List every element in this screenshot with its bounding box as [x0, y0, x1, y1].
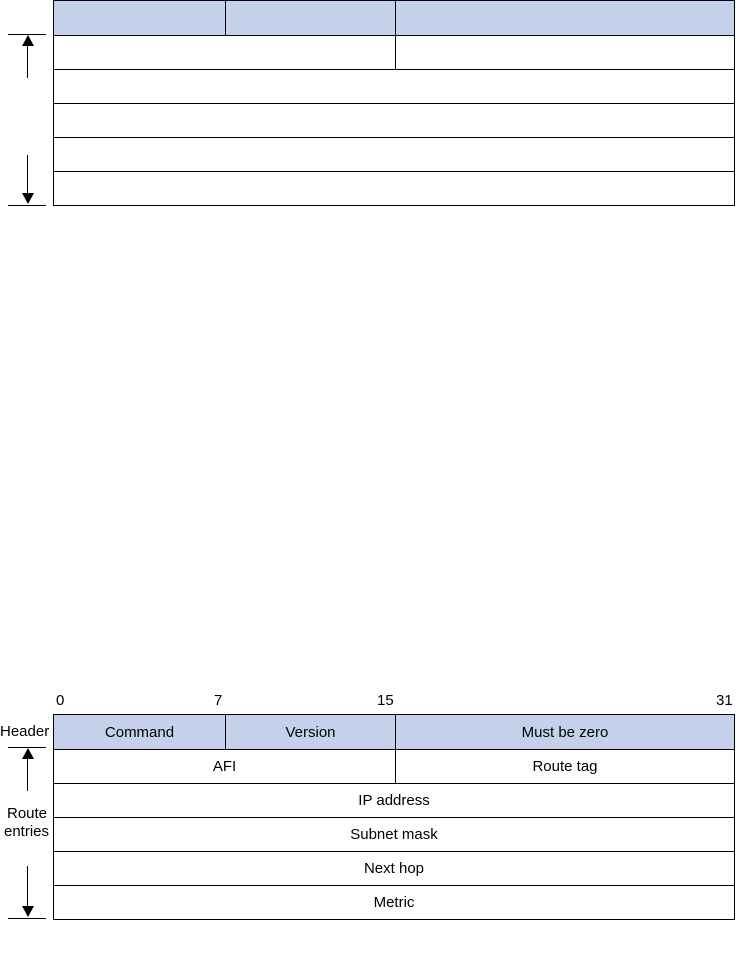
version-field: Version [225, 715, 395, 749]
metric-row [54, 885, 734, 919]
entry-row-4-field [54, 138, 734, 171]
down-arrow-icon [22, 906, 34, 917]
route-entries-bottom-tick [8, 918, 46, 919]
entry-row-1-right [395, 36, 734, 69]
entry-row-1 [54, 35, 734, 69]
route-tag-field: Route tag [395, 750, 734, 783]
packet-box [53, 0, 735, 206]
command-field: Command [54, 715, 225, 749]
entry-row-3-field [54, 104, 734, 137]
entry-row-5 [54, 171, 734, 205]
next-hop-row [54, 851, 734, 885]
route-entries-bottom-tick [8, 205, 46, 206]
up-arrow-line [27, 757, 28, 791]
afi-field: AFI [212, 758, 237, 775]
entry-row-2-field [54, 70, 734, 103]
bit-label-31: 31 [716, 692, 733, 709]
rip-packet-diagram [0, 690, 736, 930]
down-arrow-icon [22, 193, 34, 204]
header-field-2 [225, 1, 395, 35]
up-arrow-line [27, 44, 28, 78]
afi-route-tag-row [54, 749, 734, 783]
entry-row-2 [54, 69, 734, 103]
subnet-mask-field: Subnet mask [350, 826, 438, 843]
unlabeled-packet-diagram [0, 0, 736, 210]
up-arrow-icon [22, 35, 34, 46]
entry-row-4 [54, 137, 734, 171]
next-hop-field: Next hop [363, 860, 425, 877]
entry-row-5-field [54, 172, 734, 205]
header-label: Header [0, 723, 50, 740]
bit-label-0: 0 [56, 692, 65, 709]
header-field-3 [395, 1, 734, 35]
down-arrow-line [27, 155, 28, 193]
ip-address-row [54, 783, 734, 817]
header-row [54, 1, 734, 35]
up-arrow-icon [22, 748, 34, 759]
entries-label: entries [4, 823, 50, 840]
subnet-mask-row [54, 817, 734, 851]
route-label: Route [7, 805, 48, 822]
entry-row-3 [54, 103, 734, 137]
metric-field: Metric [373, 894, 415, 911]
entry-row-1-left [54, 36, 395, 69]
must-be-zero-field: Must be zero [395, 715, 734, 749]
ip-address-field: IP address [358, 792, 430, 809]
header-field-1 [54, 1, 225, 35]
header-row [54, 715, 734, 749]
packet-box [53, 714, 735, 920]
bit-label-7: 7 [214, 692, 223, 709]
down-arrow-line [27, 866, 28, 906]
bit-label-15: 15 [377, 692, 394, 709]
